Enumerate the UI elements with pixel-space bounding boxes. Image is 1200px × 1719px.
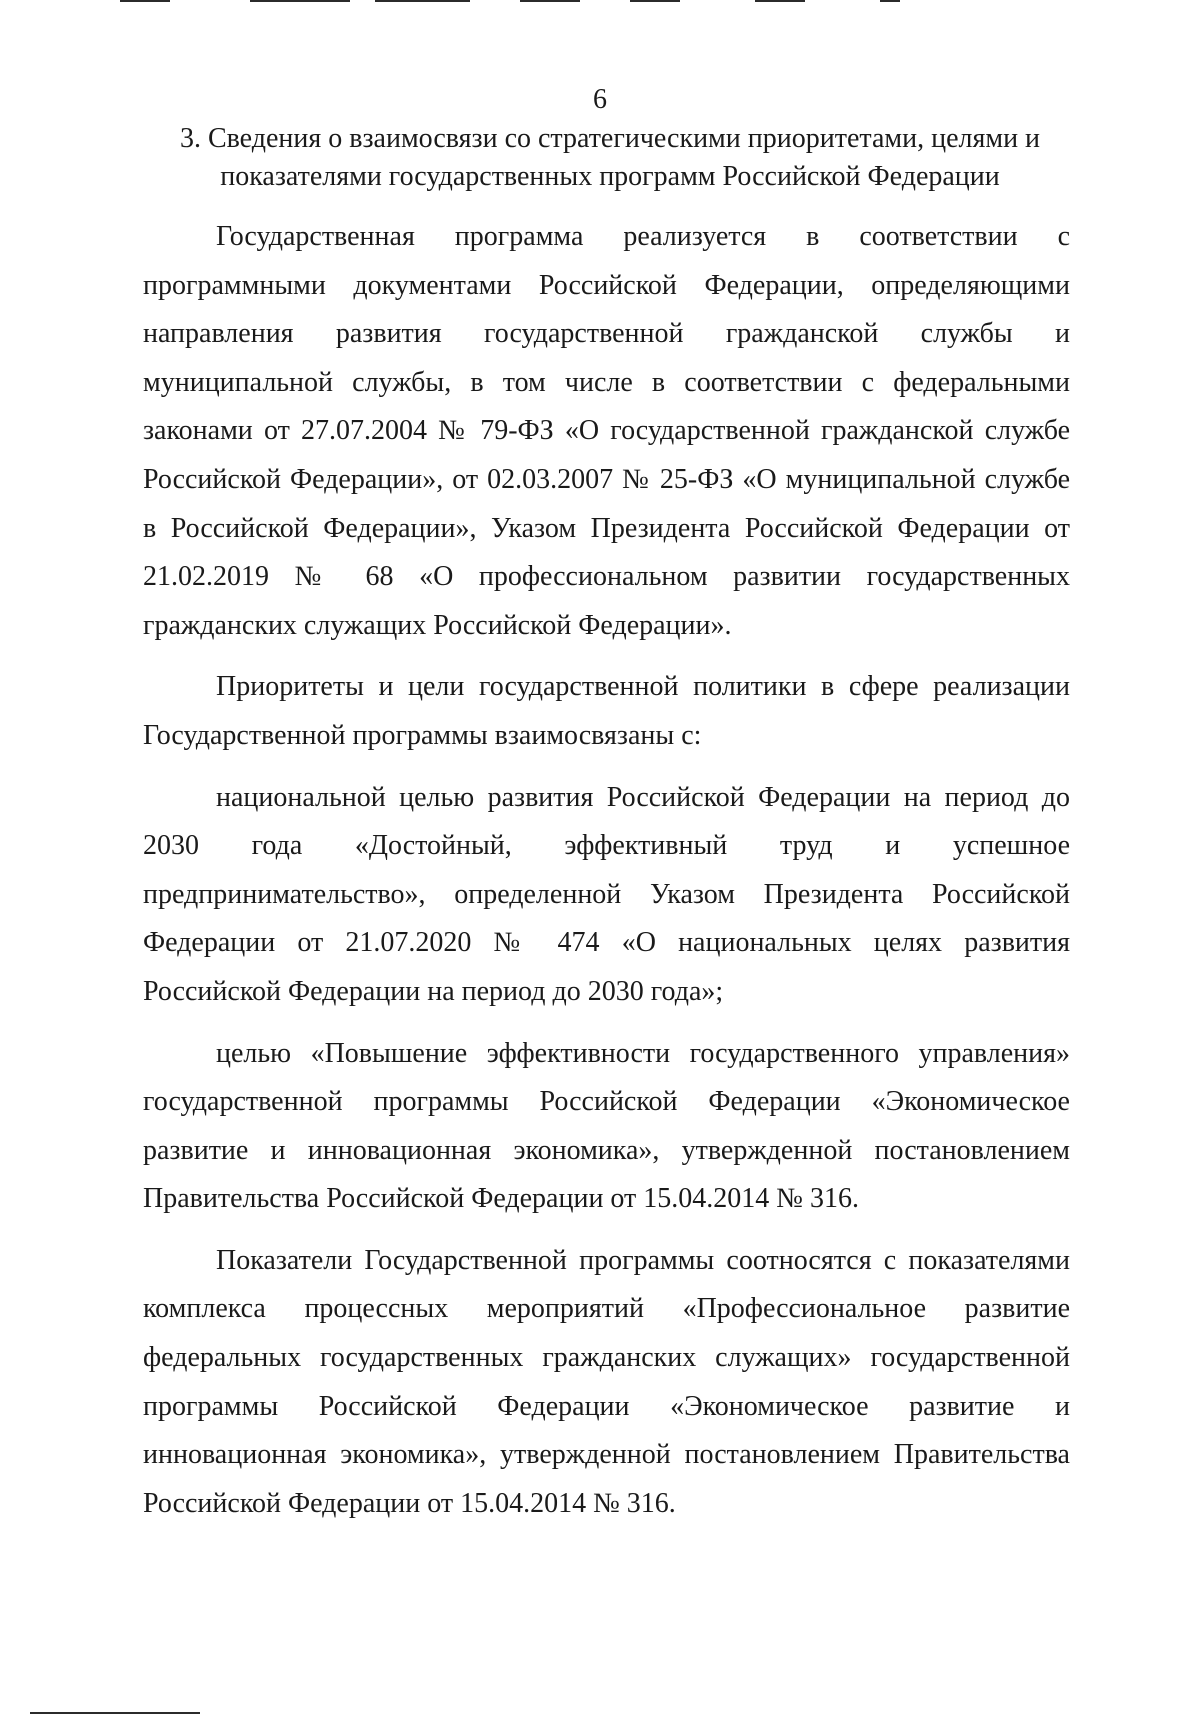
scan-edge-mark xyxy=(120,0,170,2)
paragraph: Государственная программа реализуется в соответствии с программными документами Российской Федерации, определяющими направления развития государственной гражданской службы и муниципальной службы, в том числе в соответствии с федеральными законами от 27.07.2004 № 79-ФЗ «О государственной гражданской службе Российской Федерации», от 02.03.2007 № 25-ФЗ «О муниципальной службе в Российской Федерации», Указом Президента Российской Федерации от 21.02.2019 № 68 «О профессиональном развитии государственных гражданских служащих Российской Федерации». xyxy=(143,221,1070,641)
scan-edge-mark xyxy=(250,0,350,2)
scan-edge-mark xyxy=(880,0,900,2)
page-number: 6 xyxy=(593,84,607,115)
scan-edge-mark xyxy=(630,0,680,2)
paragraph: национальной целью развития Российской Федерации на период до 2030 года «Достойный, эффективный труд и успешное предпринимательство», определенной Указом Президента Российской Федерации от 21.07.2020 № 474 «О национальных целях развития Российской Федерации на период до 2030 года»; xyxy=(143,781,1070,1007)
scan-edge-mark xyxy=(520,0,580,2)
paragraph: целью «Повышение эффективности государственного управления» государственной программы Российской Федерации «Экономическое развитие и инновационная экономика», утвержденной постановлением Правительства Российской Федерации от 15.04.2014 № 316. xyxy=(143,1037,1070,1215)
scan-edge-mark xyxy=(755,0,805,2)
section-title: 3. Сведения о взаимосвязи со стратегическими приоритетами, целями и показателями государственных программ Российской Федерации xyxy=(179,123,1041,192)
document-body xyxy=(143,213,1070,1528)
scan-edge-mark xyxy=(30,1712,200,1714)
paragraph: Показатели Государственной программы соотносятся с показателями комплекса процессных мероприятий «Профессиональное развитие федеральных государственных гражданских служащих» государственной программы Российской Федерации «Экономическое развитие и инновационная экономика», утвержденной постановлением Правительства Российской Федерации от 15.04.2014 № 316. xyxy=(143,1244,1070,1519)
scan-edge-mark xyxy=(375,0,470,2)
paragraph: Приоритеты и цели государственной политики в сфере реализации Государственной программы взаимосвязаны с: xyxy=(143,671,1070,751)
